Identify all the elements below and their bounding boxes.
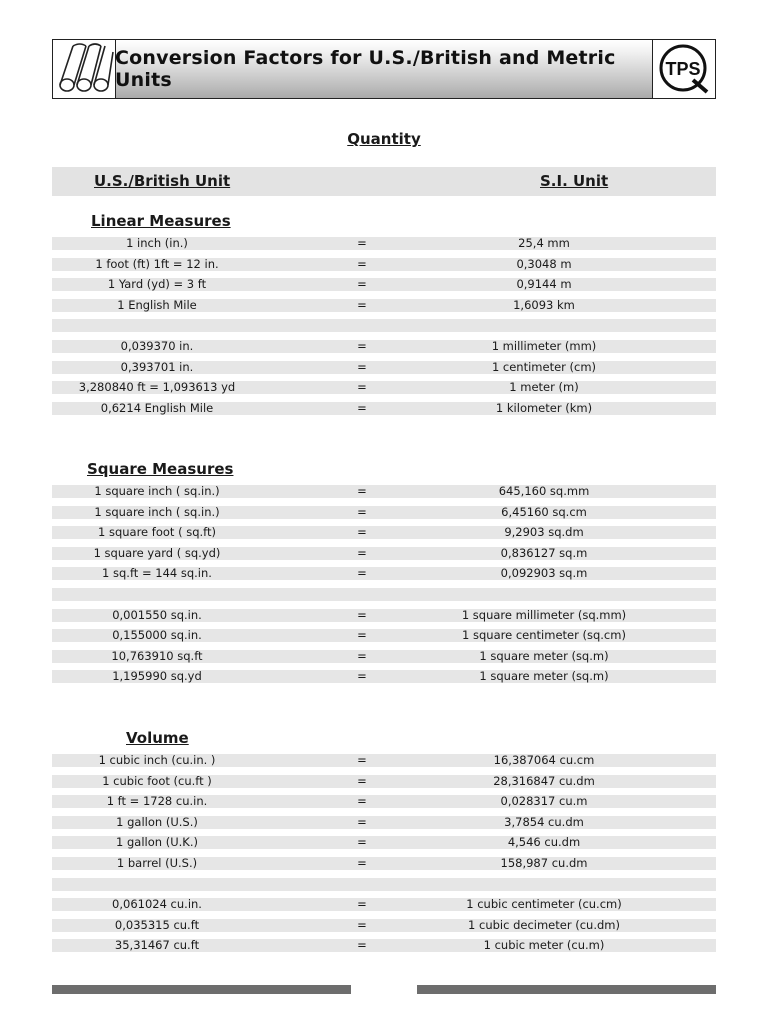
- equals-cell: =: [357, 938, 367, 952]
- si-unit-cell: 1 square centimeter (sq.cm): [462, 628, 626, 642]
- si-unit-cell: 0,9144 m: [516, 277, 572, 291]
- si-unit-cell: 9,2903 sq.dm: [504, 525, 584, 539]
- section-title: Volume: [126, 729, 189, 747]
- equals-cell: =: [357, 525, 367, 539]
- si-unit-cell: 1 square meter (sq.m): [479, 649, 609, 663]
- si-unit-cell: 1 centimeter (cm): [491, 360, 597, 374]
- us-unit-cell: 1 Yard (yd) = 3 ft: [107, 277, 207, 291]
- table-row: [52, 258, 716, 271]
- us-unit-cell: 0,393701 in.: [120, 360, 194, 374]
- table-row: [52, 919, 716, 932]
- us-unit-cell: 0,039370 in.: [120, 339, 194, 353]
- us-unit-cell: 0,061024 cu.in.: [112, 897, 202, 911]
- si-unit-cell: 4,546 cu.dm: [507, 835, 581, 849]
- si-unit-cell: 1 cubic meter (cu.m): [483, 938, 605, 952]
- equals-cell: =: [357, 401, 367, 415]
- table-row: [52, 506, 716, 519]
- si-unit-cell: 0,3048 m: [516, 257, 572, 271]
- footer-bar-left: [52, 985, 351, 994]
- page-title: Conversion Factors for U.S./British and Metric Units: [115, 47, 616, 91]
- column-header-bar: [52, 167, 716, 196]
- si-unit-cell: 1 millimeter (mm): [491, 339, 597, 353]
- us-unit-cell: 0,155000 sq.in.: [112, 628, 202, 642]
- equals-cell: =: [357, 360, 367, 374]
- equals-cell: =: [357, 815, 367, 829]
- equals-cell: =: [357, 608, 367, 622]
- equals-cell: =: [357, 257, 367, 271]
- si-unit-cell: 1 square millimeter (sq.mm): [461, 608, 627, 622]
- table-row: [52, 898, 716, 911]
- table-row: [52, 754, 716, 767]
- equals-cell: =: [357, 794, 367, 808]
- equals-cell: =: [357, 339, 367, 353]
- us-unit-cell: 1 square inch ( sq.in.): [94, 505, 220, 519]
- equals-cell: =: [357, 897, 367, 911]
- table-row: [52, 567, 716, 580]
- table-row: [52, 299, 716, 312]
- equals-cell: =: [357, 856, 367, 870]
- section-title: Square Measures: [87, 460, 234, 478]
- si-unit-cell: 28,316847 cu.dm: [493, 774, 595, 788]
- table-row: [52, 775, 716, 788]
- table-row: [52, 795, 716, 808]
- table-row: [52, 340, 716, 353]
- table-row: [52, 650, 716, 663]
- table-row: [52, 816, 716, 829]
- table-row: [52, 629, 716, 642]
- table-row: [52, 237, 716, 250]
- si-unit-cell: 0,836127 sq.m: [500, 546, 588, 560]
- si-unit-cell: 1 square meter (sq.m): [479, 669, 609, 683]
- equals-cell: =: [357, 505, 367, 519]
- table-row: [52, 361, 716, 374]
- us-unit-cell: 1 barrel (U.S.): [116, 856, 198, 870]
- us-unit-cell: 1 square foot ( sq.ft): [97, 525, 217, 539]
- equals-cell: =: [357, 628, 367, 642]
- us-unit-cell: 1 inch (in.): [126, 236, 188, 250]
- us-unit-cell: 0,6214 English Mile: [100, 401, 214, 415]
- us-unit-cell: 1 ft = 1728 cu.in.: [106, 794, 208, 808]
- footer-bar-right: [417, 985, 716, 994]
- si-unit-cell: 1 kilometer (km): [495, 401, 593, 415]
- us-unit-cell: 1 square yard ( sq.yd): [93, 546, 221, 560]
- us-unit-cell: 1 gallon (U.K.): [116, 835, 198, 849]
- table-row: [52, 278, 716, 291]
- us-unit-cell: 0,035315 cu.ft: [114, 918, 200, 932]
- equals-cell: =: [357, 918, 367, 932]
- tps-logo-icon: [652, 40, 715, 98]
- si-unit-cell: 6,45160 sq.cm: [501, 505, 587, 519]
- equals-cell: =: [357, 298, 367, 312]
- us-unit-cell: 1 English Mile: [117, 298, 197, 312]
- us-unit-cell: 1 gallon (U.S.): [116, 815, 198, 829]
- equals-cell: =: [357, 546, 367, 560]
- table-row: [52, 857, 716, 870]
- us-unit-cell: 3,280840 ft = 1,093613 yd: [78, 380, 236, 394]
- equals-cell: =: [357, 380, 367, 394]
- table-row: [52, 319, 716, 332]
- si-unit-cell: 16,387064 cu.cm: [493, 753, 595, 767]
- equals-cell: =: [357, 277, 367, 291]
- equals-cell: =: [357, 774, 367, 788]
- si-unit-cell: 3,7854 cu.dm: [504, 815, 584, 829]
- section-title: Linear Measures: [91, 212, 231, 230]
- table-row: [52, 526, 716, 539]
- table-row: [52, 402, 716, 415]
- table-row: [52, 485, 716, 498]
- us-unit-cell: 10,763910 sq.ft: [111, 649, 203, 663]
- column-header-si: S.I. Unit: [540, 172, 609, 190]
- us-unit-cell: 1 cubic inch (cu.in. ): [98, 753, 216, 767]
- page-header: [52, 39, 716, 99]
- table-row: [52, 670, 716, 683]
- table-row: [52, 588, 716, 601]
- us-unit-cell: 35,31467 cu.ft: [114, 938, 200, 952]
- us-unit-cell: 1 sq.ft = 144 sq.in.: [102, 566, 212, 580]
- si-unit-cell: 158,987 cu.dm: [500, 856, 588, 870]
- si-unit-cell: 1 cubic decimeter (cu.dm): [468, 918, 620, 932]
- us-unit-cell: 1 cubic foot (cu.ft ): [102, 774, 212, 788]
- table-row: [52, 836, 716, 849]
- equals-cell: =: [357, 566, 367, 580]
- si-unit-cell: 645,160 sq.mm: [498, 484, 590, 498]
- equals-cell: =: [357, 649, 367, 663]
- tps-logo-text: TPS: [665, 59, 701, 79]
- table-row: [52, 878, 716, 891]
- column-header-us: U.S./British Unit: [94, 172, 231, 190]
- equals-cell: =: [357, 753, 367, 767]
- quantity-heading: Quantity: [347, 130, 421, 148]
- table-row: [52, 609, 716, 622]
- table-row: [52, 939, 716, 952]
- pipes-logo-icon: [53, 40, 116, 98]
- si-unit-cell: 1 cubic centimeter (cu.cm): [466, 897, 622, 911]
- equals-cell: =: [357, 835, 367, 849]
- si-unit-cell: 0,028317 cu.m: [500, 794, 588, 808]
- us-unit-cell: 1 square inch ( sq.in.): [94, 484, 220, 498]
- si-unit-cell: 1 meter (m): [509, 380, 579, 394]
- equals-cell: =: [357, 236, 367, 250]
- table-row: [52, 381, 716, 394]
- equals-cell: =: [357, 484, 367, 498]
- us-unit-cell: 1 foot (ft) 1ft = 12 in.: [95, 257, 219, 271]
- si-unit-cell: 25,4 mm: [518, 236, 570, 250]
- si-unit-cell: 0,092903 sq.m: [500, 566, 588, 580]
- us-unit-cell: 1,195990 sq.yd: [112, 669, 202, 683]
- us-unit-cell: 0,001550 sq.in.: [112, 608, 202, 622]
- equals-cell: =: [357, 669, 367, 683]
- si-unit-cell: 1,6093 km: [513, 298, 575, 312]
- table-row: [52, 547, 716, 560]
